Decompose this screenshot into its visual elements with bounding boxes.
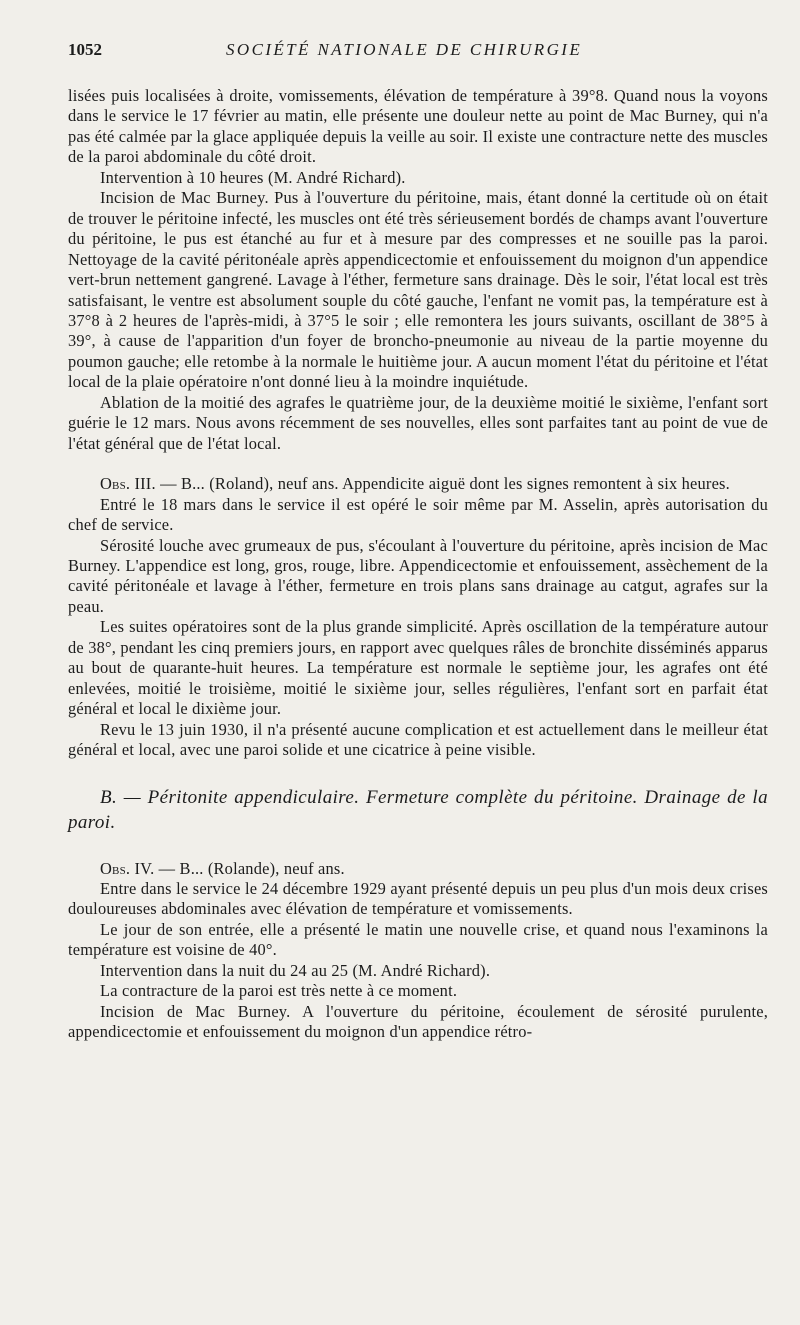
paragraph: Incision de Mac Burney. Pus à l'ouverture du péritoine, mais, étant donné la certitude où on était de trouver le péritoine infecté, les muscles ont été très sérieusement bordés de champs avant l'ouverture du péritoine, le pus est étanché au fur et à mesure par des compresses et ne souille pas la paroi. Nettoyage de la cavité péritonéale après appendicectomie et enfouissement du moignon d'un appendice vert-brun nettement gangrené. Lavage à l'éther, fermeture sans drainage. Dès le soir, l'état local est très satisfaisant, le ventre est absolument souple du côté gauche, l'enfant ne vomit pas, la température est à 37°8 à 2 heures de l'après-midi, à 37°5 le soir ; elle remontera les jours suivants, oscillant de 38°5 à 39°, à cause de l'apparition d'un foyer de broncho-pneumonie au niveau de la partie moyenne du poumon gauche; elle retombe à la normale le huitième jour. A aucun moment l'état du péritoine et l'état local de la plaie opératoire n'ont donné lieu à la moindre inquiétude.: [68, 188, 768, 392]
section-heading: [68, 785, 768, 835]
section-letter: B.: [100, 786, 118, 808]
article-body: [68, 86, 768, 1043]
observation-intro-text: — B... (Rolande), neuf ans.: [154, 858, 345, 878]
paragraph: Intervention dans la nuit du 24 au 25 (M. André Richard).: [100, 960, 491, 980]
paragraph: Intervention à 10 heures (M. André Richard).: [100, 167, 406, 187]
observation-label: Obs. III.: [100, 474, 156, 494]
paragraph: Revu le 13 juin 1930, il n'a présenté aucune complication et est actuellement dans le meilleur état général et local, avec une paroi solide et une cicatrice à peine visible.: [68, 719, 768, 760]
observation-label: Obs. IV.: [100, 858, 155, 878]
paragraph: lisées puis localisées à droite, vomissements, élévation de température à 39°8. Quand nous la voyons dans le service le 17 février au matin, elle présente une douleur nette au point de Mac Burney, qui n'a pas été calmée par la glace appliquée depuis la veille au soir. Il existe une contracture nette des muscles de la paroi abdominale du côté droit.: [68, 86, 768, 167]
observation-4-intro: [68, 859, 768, 879]
paragraph: Entré le 18 mars dans le service il est opéré le soir même par M. Asselin, après autorisation du chef de service.: [68, 494, 768, 535]
paragraph: Les suites opératoires sont de la plus grande simplicité. Après oscillation de la température autour de 38°, pendant les cinq premiers jours, en rapport avec quelques râles de bronchite disséminés apparus au bout de quarante-huit heures. La température est normale le septième jour, les agrafes ont été enlevées, moitié le troisième, moitié le sixième jour, selles régulières, l'enfant sort en parfait état général et local le dixième jour.: [68, 617, 768, 719]
paragraph: Le jour de son entrée, elle a présenté le matin une nouvelle crise, et quand nous l'examinons la température est voisine de 40°.: [68, 919, 768, 960]
running-title: SOCIÉTÉ NATIONALE DE CHIRURGIE: [226, 40, 583, 59]
page-number: 1052: [68, 40, 102, 59]
observation-3-intro: [68, 474, 768, 494]
paragraph: Incision de Mac Burney. A l'ouverture du péritoine, écoulement de sérosité purulente, appendicectomie et enfouissement du moignon d'un appendice rétro-: [68, 1001, 768, 1042]
paragraph: La contracture de la paroi est très nette à ce moment.: [100, 981, 458, 1001]
page-header: [68, 40, 768, 64]
paragraph: Sérosité louche avec grumeaux de pus, s'écoulant à l'ouverture du péritoine, après incision de Mac Burney. L'appendice est long, gros, rouge, libre. Appendicectomie et enfouissement, assèchement de la cavité péritonéale et lavage à l'éther, fermeture en trois plans sans drainage au catgut, agrafes sur la peau.: [68, 535, 768, 616]
paragraph: Ablation de la moitié des agrafes le quatrième jour, de la deuxième moitié le sixième, l'enfant sort guérie le 12 mars. Nous avons récemment de ses nouvelles, elles sont parfaites tant au point de vue de l'état général que de l'état local.: [68, 392, 768, 453]
section-title: — Péritonite appendiculaire. Fermeture complète du péritoine. Drainage de la paroi.: [68, 786, 768, 833]
observation-intro-text: — B... (Roland), neuf ans. Appendicite aiguë dont les signes remontent à six heures.: [155, 474, 730, 494]
paragraph: Entre dans le service le 24 décembre 1929 ayant présenté depuis un peu plus d'un mois deux crises douloureuses abdominales avec élévation de température et vomissements.: [68, 878, 768, 919]
